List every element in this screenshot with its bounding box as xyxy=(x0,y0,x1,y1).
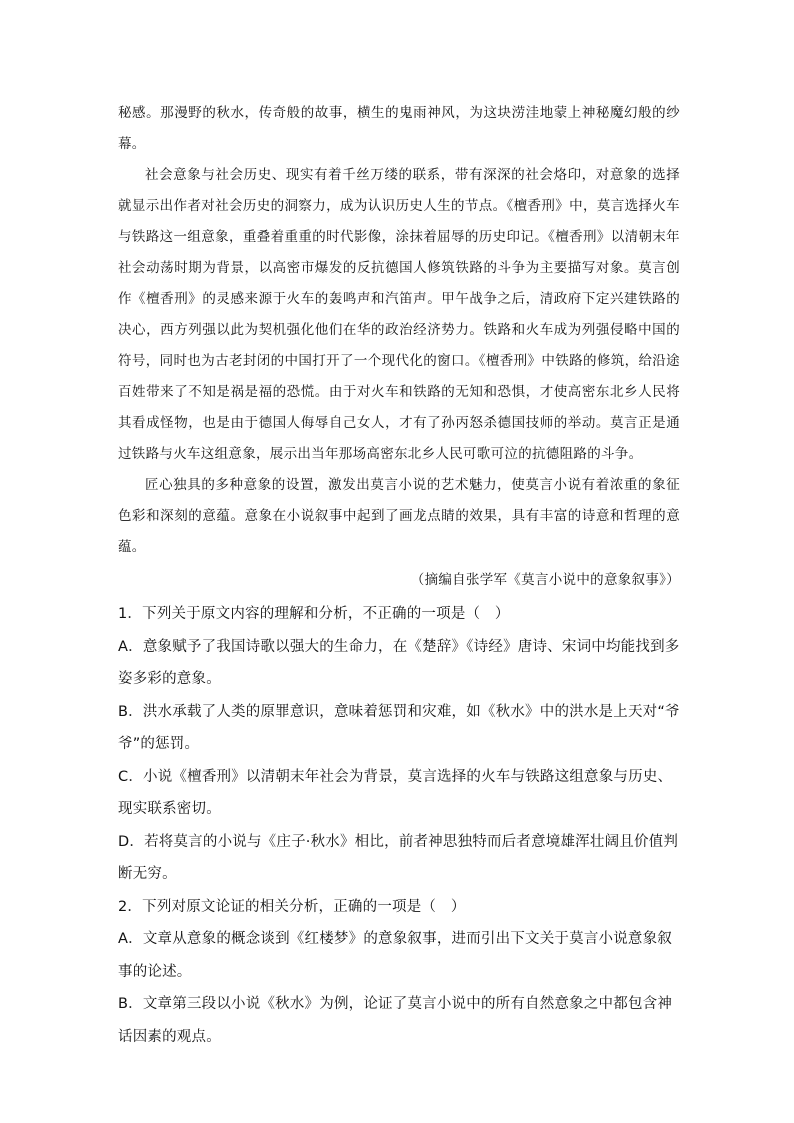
question-1-option-b: B．洪水承载了人类的原罪意识，意味着惩罚和灾难，如《秋水》中的洪水是上天对“爷爷”的惩罚。 xyxy=(118,703,680,752)
question-1-stem: 1．下列关于原文内容的理解和分析，不正确的一项是（ ） xyxy=(118,606,510,622)
article-paragraph-2: 社会意象与社会历史、现实有着千丝万缕的联系，带有深深的社会烙印，对意象的选择就显示出作者对社会历史的洞察力，成为认识历史人生的节点。《檀香刑》中，莫言选择火车与铁路这一组意象，重叠着重重的时代影像，涂抹着屈辱的历史印记。《檀香刑》以清朝末年社会动荡时期为背景，以高密市爆发的反抗德国人修筑铁路的斗争为主要描写对象。莫言创作《檀香刑》的灵感来源于火车的轰鸣声和汽笛声。甲午战争之后，清政府下定兴建铁路的决心，西方列强以此为契机强化他们在华的政治经济势力。铁路和火车成为列强侵略中国的符号，同时也为古老封闭的中国打开了一个现代化的窗口。《檀香刑》中铁路的修筑，给沿途百姓带来了不知是祸是福的恐慌。由于对火车和铁路的无知和恐惧，才使高密东北乡人民将其看成怪物，也是由于德国人侮辱自己女人，才有了孙丙怒杀德国技师的举动。莫言正是通过铁路与火车这组意象，展示出当年那场高密东北乡人民可歌可泣的抗德阻路的斗争。 xyxy=(118,167,680,462)
article-source: （摘编自张学军《莫言小说中的意象叙事》） xyxy=(410,572,680,588)
question-1-option-a: A．意象赋予了我国诗歌以强大的生命力，在《楚辞》《诗经》唐诗、宋词中均能找到多姿多彩的意象。 xyxy=(118,638,680,687)
question-1-option-c: C．小说《檀香刑》以清朝末年社会为背景，莫言选择的火车与铁路这组意象与历史、现实联系密切。 xyxy=(118,768,673,817)
article-body xyxy=(118,98,680,596)
question-section xyxy=(118,598,680,1053)
question-1-option-d: D．若将莫言的小说与《庄子·秋水》相比，前者神思独特而后者意境雄浑壮阔且价值判断无穷。 xyxy=(118,833,679,882)
article-paragraph-3: 匠心独具的多种意象的设置，激发出莫言小说的艺术魅力，使莫言小说有着浓重的象征色彩和深刻的意蕴。意象在小说叙事中起到了画龙点睛的效果，具有丰富的诗意和哲理的意蕴。 xyxy=(118,477,680,555)
question-2-stem: 2．下列对原文论证的相关分析，正确的一项是（ ） xyxy=(118,898,466,915)
question-2-option-a: A．文章从意象的概念谈到《红楼梦》的意象叙事，进而引出下文关于莫言小说意象叙事的论述。 xyxy=(118,931,673,980)
question-2-option-b: B．文章第三段以小说《秋水》为例，论证了莫言小说中的所有自然意象之中都包含神话因素的观点。 xyxy=(118,996,673,1045)
article-paragraph-1-tail: 秘感。那漫野的秋水，传奇般的故事，横生的鬼雨神风，为这块涝洼地蒙上神秘魔幻般的纱幕。 xyxy=(118,105,680,152)
